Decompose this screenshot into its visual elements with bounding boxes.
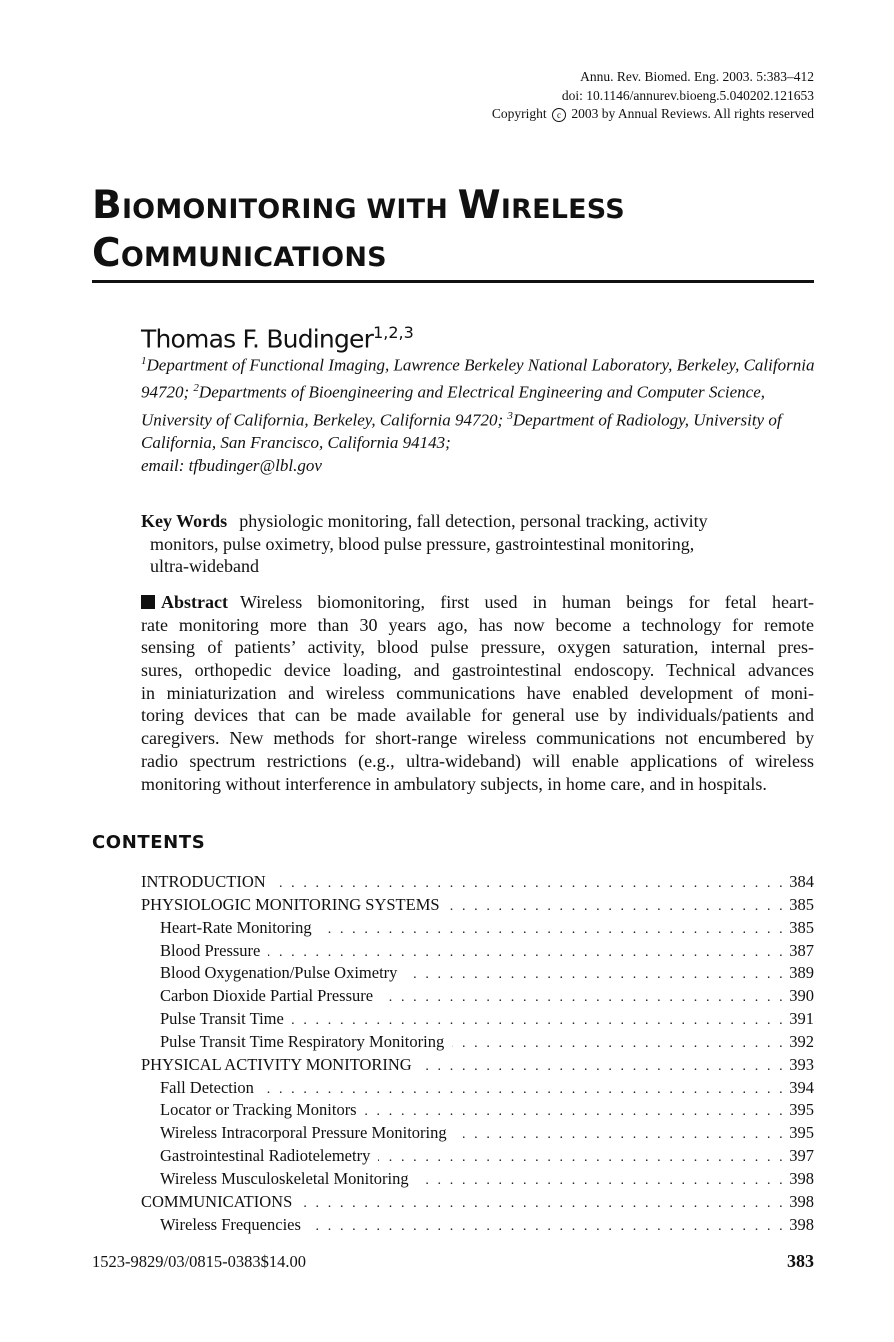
toc-label: Wireless Intracorporal Pressure Monitoring [160,1123,447,1143]
toc-entry[interactable] [141,871,814,894]
title-initial-b: B [92,183,122,228]
title-rule [92,280,814,283]
toc-label: Locator or Tracking Monitors [160,1100,357,1120]
copyright-icon: c [552,108,566,122]
affil-sup-1: 1 [141,355,147,367]
toc-page: 398 [789,1168,814,1188]
toc-entry[interactable] [141,1031,814,1054]
title-initial-c: C [92,231,121,276]
toc-leader [405,964,785,987]
keywords [141,510,781,578]
copyright-suffix: 2003 by Annual Reviews. All rights reserved [571,106,814,121]
toc-page: 397 [789,1146,814,1166]
toc-page: 390 [789,986,814,1006]
toc-entry[interactable] [141,985,814,1008]
page-number: 383 [787,1251,814,1271]
toc-page: 384 [789,872,814,891]
toc-label: Wireless Frequencies [160,1214,301,1234]
toc-entry[interactable] [141,1122,814,1145]
toc-entry[interactable] [141,1145,814,1168]
toc-entry[interactable] [141,917,814,940]
title-text-3: OMMUNICATIONS [120,242,387,273]
toc-page: 395 [789,1100,814,1120]
toc-entry[interactable] [141,940,814,963]
toc-label: Heart-Rate Monitoring [160,917,312,937]
affiliation [141,350,821,477]
toc-label: Pulse Transit Time [160,1009,284,1029]
toc-leader [292,1010,785,1033]
toc-page: 392 [789,1031,814,1051]
toc-page: 391 [789,1009,814,1029]
toc-leader [417,1170,786,1193]
toc-page: 395 [789,1123,814,1143]
toc-label: Gastrointestinal Radiotelemetry [160,1146,371,1166]
abstract-line: monitoring without interference in ambulatory subjects, in home care, and in hospitals. [141,773,767,794]
abstract [141,591,814,795]
keywords-line-1: physiologic monitoring, fall detection, personal tracking, activity [239,511,708,531]
toc-label: Fall Detection [160,1077,254,1097]
toc-label: Blood Oxygenation/Pulse Oximetry [160,963,398,983]
abstract-line: rate monitoring more than 30 years ago, has now become a technology for remote [141,614,814,635]
affil-text-2: Departments of Bioengineering and Electrical Engineering and Computer Science, University of California, Berkeley, California 94720; [141,383,765,430]
toc-label: INTRODUCTION [141,872,266,891]
title-text-1: IOMONITORING WITH [121,194,458,225]
toc-leader [300,1193,785,1216]
toc-page: 387 [789,940,814,960]
copyright-line [492,105,814,124]
toc-entry[interactable] [141,1168,814,1191]
keywords-label: Key Words [141,511,228,531]
journal-citation: Annu. Rev. Biomed. Eng. 2003. 5:383–412 [580,69,814,84]
affil-sup-2: 2 [193,382,199,395]
doi: doi: 10.1146/annurev.bioeng.5.040202.121653 [561,87,814,103]
toc-entry[interactable] [141,894,814,917]
abstract-line: sensing of patients’ activity, blood pulse pressure, oxygen saturation, internal pres- [141,637,814,658]
toc-leader [365,1101,786,1124]
toc-leader [262,1079,785,1102]
abstract-line: toring devices that can be made available for general use by individuals/patients and [141,705,814,726]
article-title [92,184,814,280]
toc-label: PHYSICAL ACTIVITY MONITORING [141,1054,412,1074]
title-initial-w: W [457,183,501,228]
toc-leader [268,942,785,965]
affil-text-3: Department of Radiology, University of California, San Francisco, California 94143; [141,410,782,453]
abstract-line: in miniaturization and wireless communications have enabled development of moni- [141,682,814,703]
copyright-prefix: Copyright [491,106,547,121]
toc-leader [420,1056,786,1079]
toc-leader [455,1124,786,1147]
toc-label: Carbon Dioxide Partial Pressure [160,986,374,1006]
abstract-label: Abstract [161,592,228,612]
toc-page: 389 [789,963,814,983]
toc-label: Wireless Musculoskeletal Monitoring [160,1168,409,1188]
keywords-line-3: ultra-wideband [150,556,259,577]
toc-page: 398 [789,1214,814,1234]
toc-label: Pulse Transit Time Respiratory Monitoring [160,1031,445,1051]
title-line-1 [92,184,814,232]
issn-price: 1523-9829/03/0815-0383$14.00 [92,1252,307,1271]
toc-entry[interactable] [141,1077,814,1100]
author-email: email: tfbudinger@lbl.gov [141,455,322,475]
toc-label: Blood Pressure [160,940,261,960]
toc-leader [378,1147,785,1170]
abstract-line: radio spectrum restrictions (e.g., ultra-wideband) will enable applications of wireless [141,750,814,771]
title-text-2: IRELESS [500,194,625,225]
toc-page: 385 [789,917,814,937]
toc-leader [381,987,785,1010]
affil-text-1: Department of Functional Imaging, Lawrence Berkeley National Laboratory, Berkeley, California 94720; [141,355,815,403]
toc-leader [452,1033,785,1056]
toc-leader [320,919,786,942]
toc-entry[interactable] [141,1099,814,1122]
toc-page: 385 [789,894,814,914]
toc-entry[interactable] [141,962,814,985]
toc-leader [309,1216,785,1239]
keywords-line-2: monitors, pulse oximetry, blood pulse pressure, gastrointestinal monitoring, [150,533,695,554]
abstract-line: caregivers. New methods for short-range wireless communications not encumbered by [141,728,814,749]
title-line-2 [92,232,814,280]
abstract-line [141,591,814,614]
toc-page: 398 [789,1191,814,1211]
toc-entry[interactable] [141,1191,814,1214]
toc-leader [448,896,786,919]
abstract-line: sures, orthopedic device loading, and gastrointestinal endoscopy. Technical advances [141,660,814,681]
square-bullet-icon [141,595,155,609]
abstract-text: Wireless biomonitoring, first used in human beings for fetal heart- [239,592,814,612]
contents-heading: CONTENTS [92,832,206,853]
author-name: Thomas F. Budinger [141,324,374,354]
toc-label: PHYSIOLOGIC MONITORING SYSTEMS [141,894,440,914]
toc-label: COMMUNICATIONS [141,1191,293,1211]
toc-entry[interactable] [141,1214,814,1237]
author-superscript: 1,2,3 [373,323,414,342]
toc-leader [274,873,786,896]
toc-entry[interactable] [141,1054,814,1077]
toc-page: 394 [789,1077,814,1097]
journal-header [492,68,814,124]
affil-sup-3: 3 [507,409,513,422]
table-of-contents [141,871,814,1237]
toc-page: 393 [789,1054,814,1074]
toc-entry[interactable] [141,1008,814,1031]
